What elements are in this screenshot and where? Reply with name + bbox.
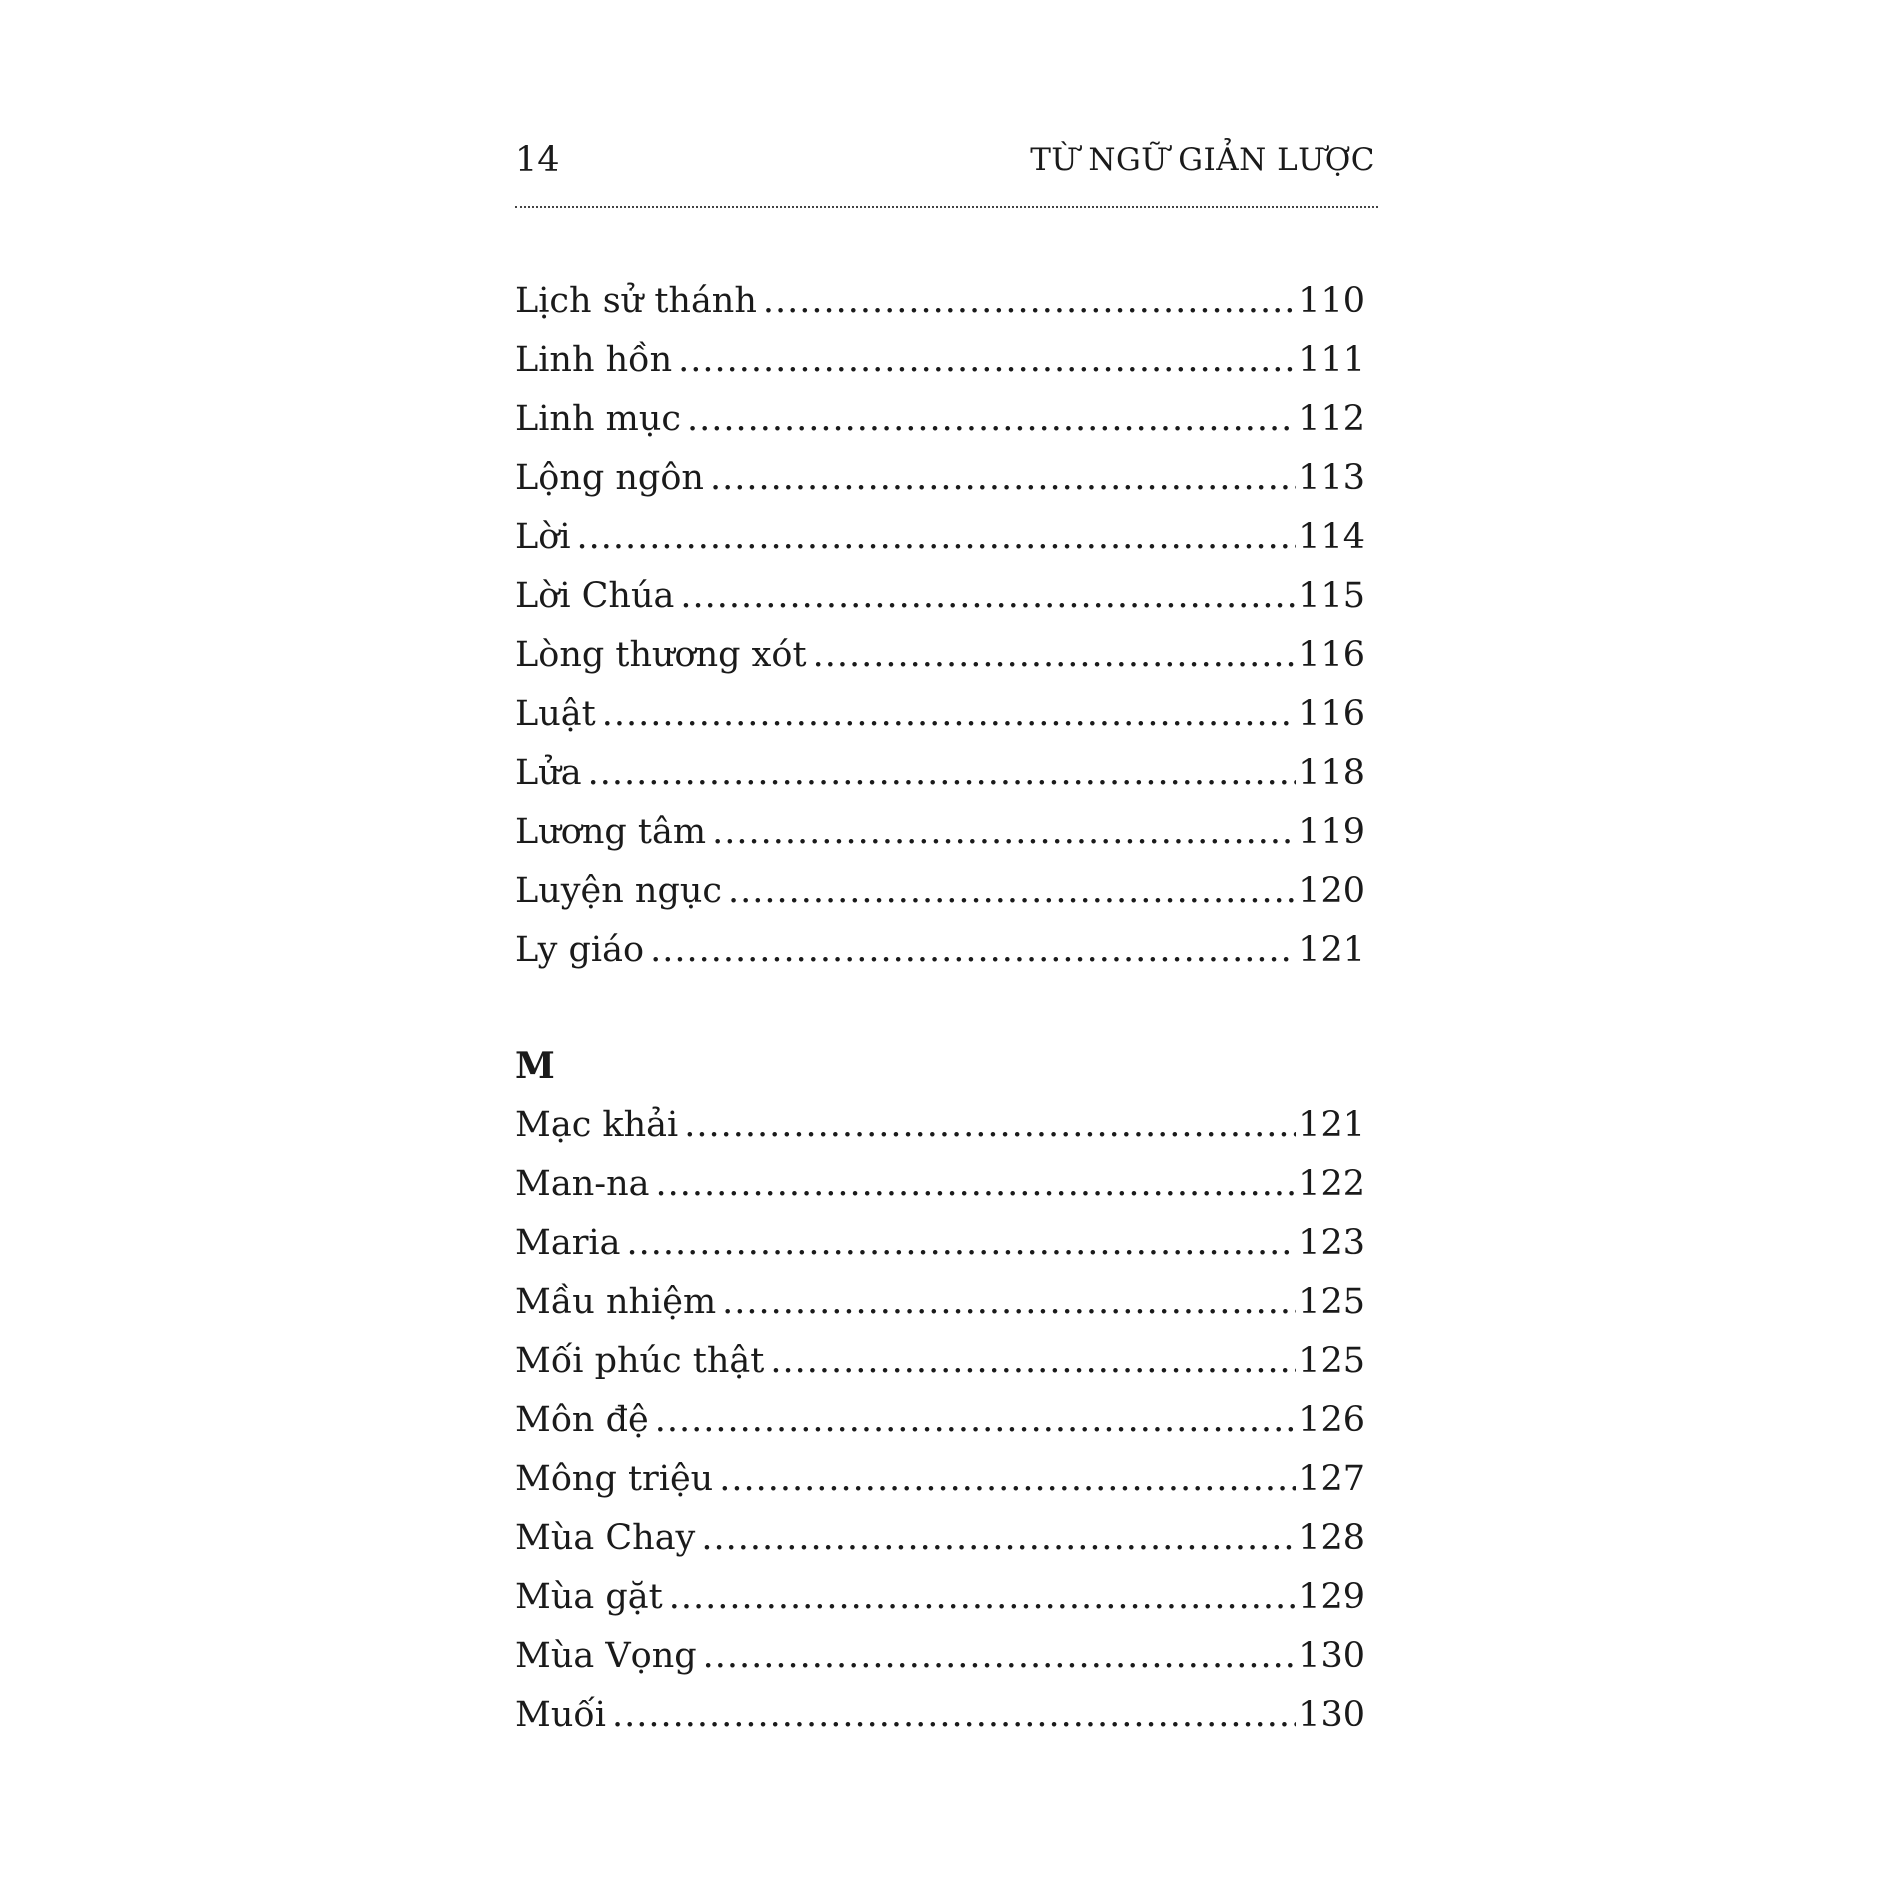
- toc-page-number: 116: [1298, 694, 1365, 734]
- toc-page-number: 126: [1298, 1400, 1365, 1440]
- dot-leader: [684, 1096, 1296, 1155]
- toc-page-number: 110: [1298, 281, 1365, 321]
- toc-page-number: 129: [1298, 1577, 1365, 1617]
- dot-leader: [680, 567, 1296, 626]
- dot-leader: [669, 1568, 1296, 1627]
- toc-entry: [515, 1450, 1365, 1509]
- toc-entry: [515, 626, 1365, 685]
- toc-page-number: 116: [1298, 635, 1365, 675]
- toc-term: Mùa Chay: [515, 1518, 696, 1558]
- toc-entry: [515, 1214, 1365, 1273]
- toc-entry: [515, 685, 1365, 744]
- toc-term: Lịch sử thánh: [515, 281, 757, 321]
- toc-entry: [515, 508, 1365, 567]
- running-title: TỪ NGỮ GIẢN LƯỢC: [1030, 142, 1375, 178]
- toc-page-number: 120: [1298, 871, 1365, 911]
- dot-leader: [813, 626, 1297, 685]
- toc-entry: [515, 862, 1365, 921]
- toc-entry: [515, 803, 1365, 862]
- toc-term: Mông triệu: [515, 1459, 714, 1499]
- dot-leader: [678, 331, 1296, 390]
- toc-entry: [515, 331, 1365, 390]
- toc-page-number: 112: [1298, 399, 1365, 439]
- page-header: [515, 138, 1375, 182]
- toc-entry: [515, 744, 1365, 803]
- dot-leader: [655, 1391, 1296, 1450]
- toc-page-number: 127: [1298, 1459, 1365, 1499]
- dot-leader: [763, 272, 1296, 331]
- toc-page-number: 113: [1298, 458, 1365, 498]
- toc-entry: [515, 1273, 1365, 1332]
- toc-list-l: [515, 272, 1365, 980]
- toc-page-number: 119: [1298, 812, 1365, 852]
- toc-entry: [515, 1391, 1365, 1450]
- dot-leader: [770, 1332, 1296, 1391]
- dot-leader: [602, 685, 1296, 744]
- toc-term: Mối phúc thật: [515, 1341, 765, 1381]
- toc-term: Muối: [515, 1695, 606, 1735]
- toc-page-number: 115: [1298, 576, 1365, 616]
- toc-term: Mùa gặt: [515, 1577, 663, 1617]
- toc-term: Lộng ngôn: [515, 458, 704, 498]
- toc-entry: [515, 567, 1365, 626]
- toc-page-number: 123: [1298, 1223, 1365, 1263]
- toc-term: Lương tâm: [515, 812, 707, 852]
- toc-page-number: 128: [1298, 1518, 1365, 1558]
- toc-entry: [515, 1509, 1365, 1568]
- toc-page-number: 114: [1298, 517, 1365, 557]
- dot-leader: [650, 921, 1296, 980]
- toc-page-number: 125: [1298, 1341, 1365, 1381]
- toc-term: Maria: [515, 1223, 621, 1263]
- toc-term: Lời: [515, 517, 571, 557]
- toc-page-number: 125: [1298, 1282, 1365, 1322]
- dot-leader: [701, 1509, 1296, 1568]
- toc-term: Man-na: [515, 1164, 650, 1204]
- toc-term: Mầu nhiệm: [515, 1282, 717, 1322]
- toc-entry: [515, 449, 1365, 508]
- toc-entry: [515, 1627, 1365, 1686]
- dot-leader: [710, 449, 1296, 508]
- toc-term: Luyện ngục: [515, 871, 723, 911]
- toc-page-number: 118: [1298, 753, 1365, 793]
- section-letter-heading: M: [515, 1045, 555, 1087]
- toc-list-m: [515, 1037, 1365, 1745]
- toc-term: Linh mục: [515, 399, 681, 439]
- toc-term: Mạc khải: [515, 1105, 679, 1145]
- toc-term: Ly giáo: [515, 930, 645, 970]
- toc-page-number: 121: [1298, 930, 1365, 970]
- toc-entry: [515, 921, 1365, 980]
- toc-term: Lời Chúa: [515, 576, 675, 616]
- dot-leader: [719, 1450, 1296, 1509]
- toc-term: Linh hồn: [515, 340, 673, 380]
- dot-leader: [612, 1686, 1296, 1745]
- dot-leader: [712, 803, 1296, 862]
- toc-page-number: 121: [1298, 1105, 1365, 1145]
- toc-entry: [515, 1096, 1365, 1155]
- toc-term: Lòng thương xót: [515, 635, 807, 675]
- dot-leader: [722, 1273, 1296, 1332]
- toc-term: Môn đệ: [515, 1400, 649, 1440]
- dot-leader: [588, 744, 1297, 803]
- toc-entry: [515, 272, 1365, 331]
- toc-term: Mùa Vọng: [515, 1636, 697, 1676]
- toc-entry: [515, 1568, 1365, 1627]
- page-number: 14: [515, 140, 560, 180]
- dot-leader: [655, 1155, 1296, 1214]
- dot-leader: [703, 1627, 1297, 1686]
- toc-page-number: 122: [1298, 1164, 1365, 1204]
- toc-entry: [515, 1332, 1365, 1391]
- toc-page-number: 111: [1298, 340, 1365, 380]
- toc-page-number: 130: [1298, 1636, 1365, 1676]
- dot-leader: [687, 390, 1296, 449]
- toc-page-number: 130: [1298, 1695, 1365, 1735]
- toc-entry: [515, 1155, 1365, 1214]
- toc-entry: [515, 390, 1365, 449]
- dot-leader: [728, 862, 1296, 921]
- header-dotted-rule: [515, 206, 1378, 208]
- toc-entry: [515, 1686, 1365, 1745]
- toc-term: Luật: [515, 694, 596, 734]
- toc-term: Lửa: [515, 753, 582, 793]
- dot-leader: [627, 1214, 1297, 1273]
- dot-leader: [577, 508, 1297, 567]
